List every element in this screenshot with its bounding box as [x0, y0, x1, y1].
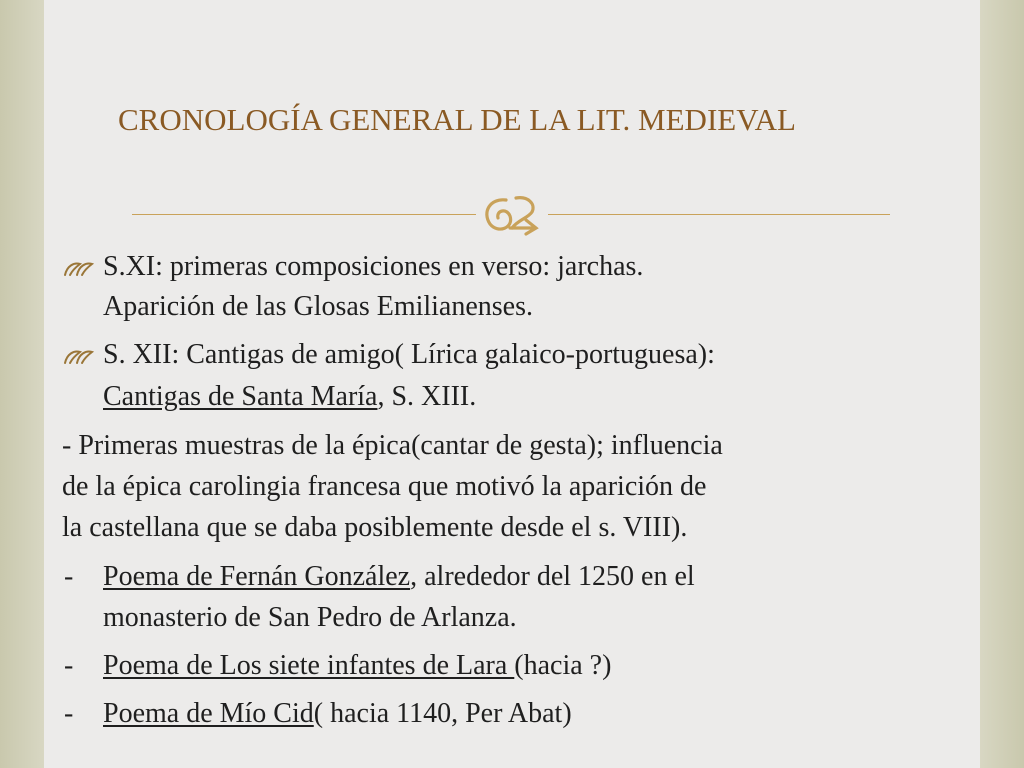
paragraph-line-1: - Primeras muestras de la épica(cantar de gesta); influencia: [62, 430, 723, 461]
dash-item-2-rest: (hacia ?): [514, 650, 612, 681]
poema-fernan-gonzalez-link[interactable]: Poema de Fernán González: [103, 561, 411, 592]
cantigas-santa-maria-link[interactable]: Cantigas de Santa María: [103, 381, 378, 412]
dash-item-3-rest: ( hacia 1140, Per Abat): [313, 698, 572, 729]
bullet-2-line-2: [103, 380, 476, 414]
double-leaf-bullet-icon: [62, 258, 98, 278]
dash-marker: -: [64, 698, 74, 729]
dash-item-2: [103, 649, 611, 683]
poema-siete-infantes-link[interactable]: Poema de Los siete infantes de Lara: [103, 650, 515, 681]
poema-mio-cid-link[interactable]: Poema de Mío Cid: [103, 698, 314, 729]
slide-title: CRONOLOGÍA GENERAL DE LA LIT. MEDIEVAL: [118, 102, 796, 137]
dash-item-1-line-2: monasterio de San Pedro de Arlanza.: [103, 602, 517, 633]
dash-item-1-line-1: [103, 560, 695, 594]
dash-marker: -: [64, 650, 74, 681]
dash-item-3: [103, 697, 572, 731]
bullet-2-line-1: S. XII: Cantigas de amigo( Lírica galaico-portuguesa):: [103, 339, 715, 370]
bullet-1-line-1: S.XI: primeras composiciones en verso: jarchas.: [103, 251, 644, 282]
bullet-2-line-2-rest: , S. XIII.: [377, 381, 477, 412]
paragraph-line-3: la castellana que se daba posiblemente desde el s. VIII).: [62, 512, 688, 543]
double-leaf-bullet-icon: [62, 346, 98, 366]
dash-item-1-rest: , alrededor del 1250 en el: [410, 561, 695, 592]
paragraph-line-2: de la épica carolingia francesa que motivó la aparición de: [62, 471, 707, 502]
dash-marker: -: [64, 561, 74, 592]
bullet-1-line-2: Aparición de las Glosas Emilianenses.: [103, 291, 534, 322]
